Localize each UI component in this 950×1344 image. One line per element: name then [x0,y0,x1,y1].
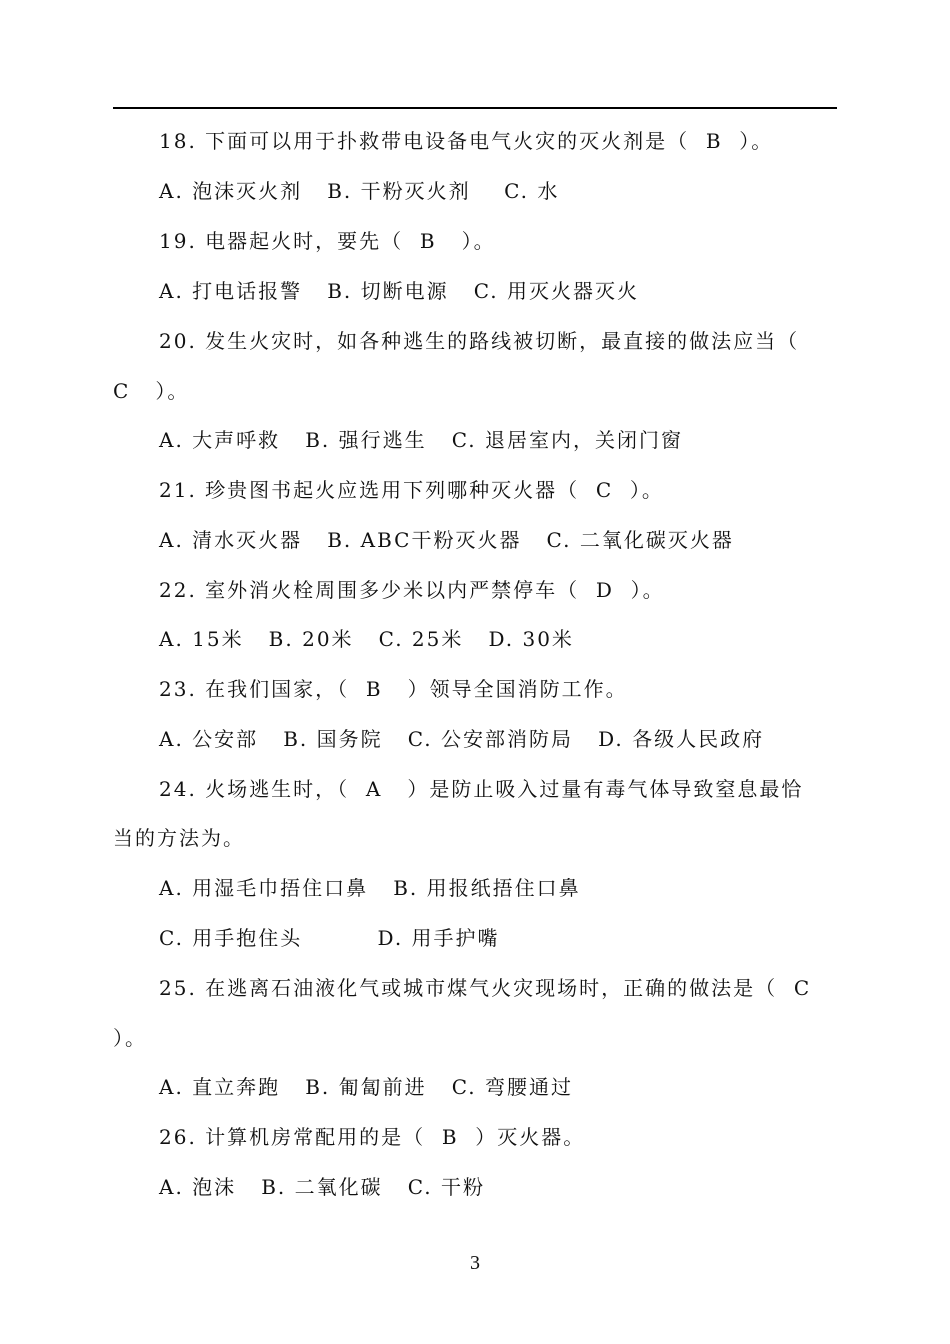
options-24-row-1: A. 用湿毛巾捂住口鼻 B. 用报纸捂住口鼻 [159,876,581,900]
question-26: 26. 计算机房常配用的是（ B ）灭火器。 [159,1125,586,1149]
question-20-continued: C ）。 [113,379,190,403]
question-24: 24. 火场逃生时，（ A ）是防止吸入过量有毒气体导致窒息最恰 [159,777,804,801]
options-19: A. 打电话报警 B. 切断电源 C. 用灭火器灭火 [159,279,640,303]
options-22: A. 15米 B. 20米 C. 25米 D. 30米 [159,627,574,651]
options-18: A. 泡沫灭火剂 B. 干粉灭火剂 C. 水 [159,179,560,203]
question-18: 18. 下面可以用于扑救带电设备电气火灾的灭火剂是（ B ）。 [159,129,774,153]
question-25-continued: ）。 [113,1026,147,1050]
options-21: A. 清水灭火器 B. ABC干粉灭火器 C. 二氧化碳灭火器 [159,528,734,552]
question-20: 20. 发生火灾时，如各种逃生的路线被切断，最直接的做法应当（ [159,329,800,353]
question-25: 25. 在逃离石油液化气或城市煤气火灾现场时，正确的做法是（ C [159,976,812,1000]
question-21: 21. 珍贵图书起火应选用下列哪种灭火器（ C ）。 [159,478,664,502]
options-23: A. 公安部 B. 国务院 C. 公安部消防局 D. 各级人民政府 [159,727,765,751]
question-19: 19. 电器起火时，要先（ B ）。 [159,229,496,253]
options-20: A. 大声呼救 B. 强行逃生 C. 退居室内，关闭门窗 [159,428,684,452]
question-24-continued: 当的方法为。 [113,826,245,850]
options-24-row-2: C. 用手抱住头 D. 用手护嘴 [159,926,500,950]
options-25: A. 直立奔跑 B. 匍匐前进 C. 弯腰通过 [159,1075,574,1099]
question-23: 23. 在我们国家，（ B ）领导全国消防工作。 [159,677,628,701]
header-rule [113,107,837,109]
page-number: 3 [470,1252,480,1274]
options-26: A. 泡沫 B. 二氧化碳 C. 干粉 [159,1175,486,1199]
question-22: 22. 室外消火栓周围多少米以内严禁停车（ D ）。 [159,578,665,602]
